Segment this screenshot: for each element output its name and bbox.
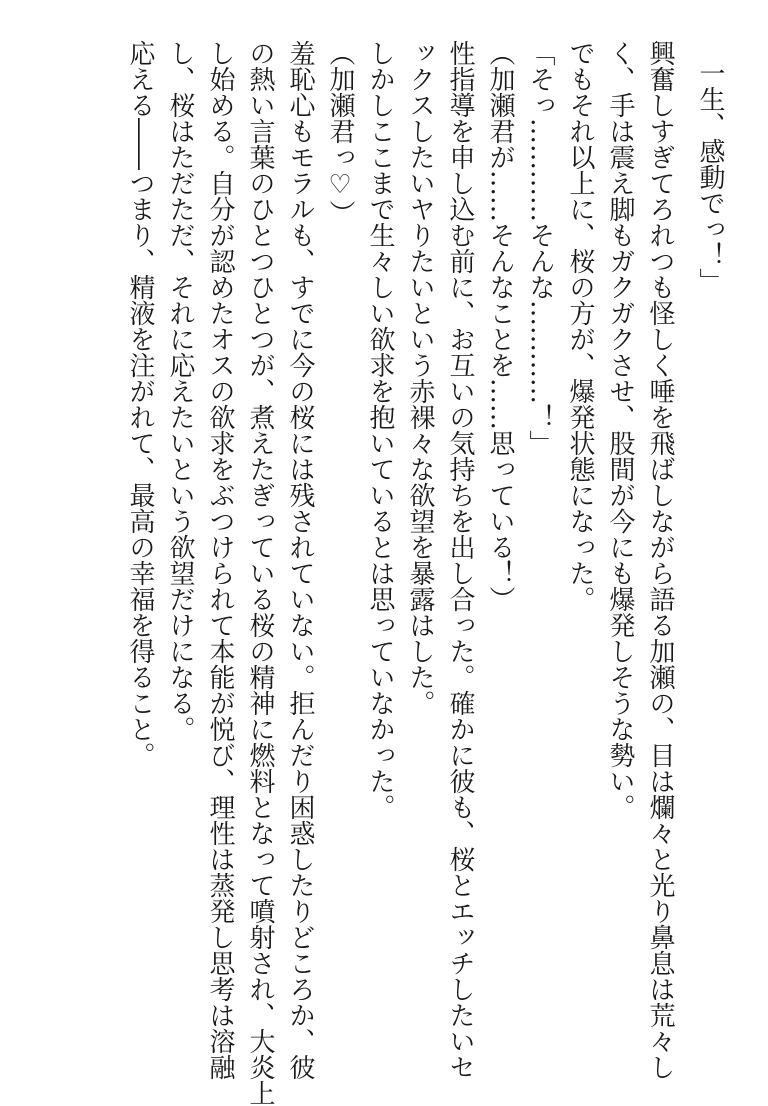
text-line: の熱い言葉のひとつひとつが、煮えたぎっている桜の精神に燃料となって噴射され、大炎上 bbox=[245, 40, 275, 1106]
text-line: ックスしたいヤりたいという赤裸々な欲望を暴露はした。 bbox=[405, 40, 435, 716]
text-line: 「そっ…………そんな…………！」 bbox=[525, 40, 555, 456]
text-line: し始める。自分が認めたオスの欲求をぶつけられて本能が悦び、理性は蒸発し思考は溶融 bbox=[205, 40, 235, 1080]
text-line: （加瀬君が……そんなことを……思っている！） bbox=[485, 40, 515, 612]
text-line: 羞恥心もモラルも、すでに今の桜には残されていない。拒んだり困惑したりどころか、彼 bbox=[285, 40, 315, 1080]
text-line: 性指導を申し込む前に、お互いの気持ちを出し合った。確かに彼も、桜とエッチしたいセ bbox=[445, 40, 475, 1080]
text-line: し、桜はただただ、それに応えたいという欲望だけになる。 bbox=[165, 40, 195, 742]
text-line: しかしここまで生々しい欲求を抱いているとは思っていなかった。 bbox=[365, 40, 395, 820]
continued-line: 一生、感動でっ！」 bbox=[695, 60, 725, 294]
text-line: く、手は震え脚もガクガクさせ、股間が今にも爆発しそうな勢い。 bbox=[605, 40, 635, 820]
text-line: 興奮しすぎてろれつも怪しく唾を飛ばしながら語る加瀬の、目は爛々と光り鼻息は荒々し bbox=[645, 40, 675, 1080]
text-line: （加瀬君っ♡） bbox=[325, 40, 355, 226]
text-line: 応える――つまり、精液を注がれて、最高の幸福を得ること。 bbox=[125, 40, 155, 768]
text-line: でもそれ以上に、桜の方が、爆発状態になった。 bbox=[565, 40, 595, 612]
